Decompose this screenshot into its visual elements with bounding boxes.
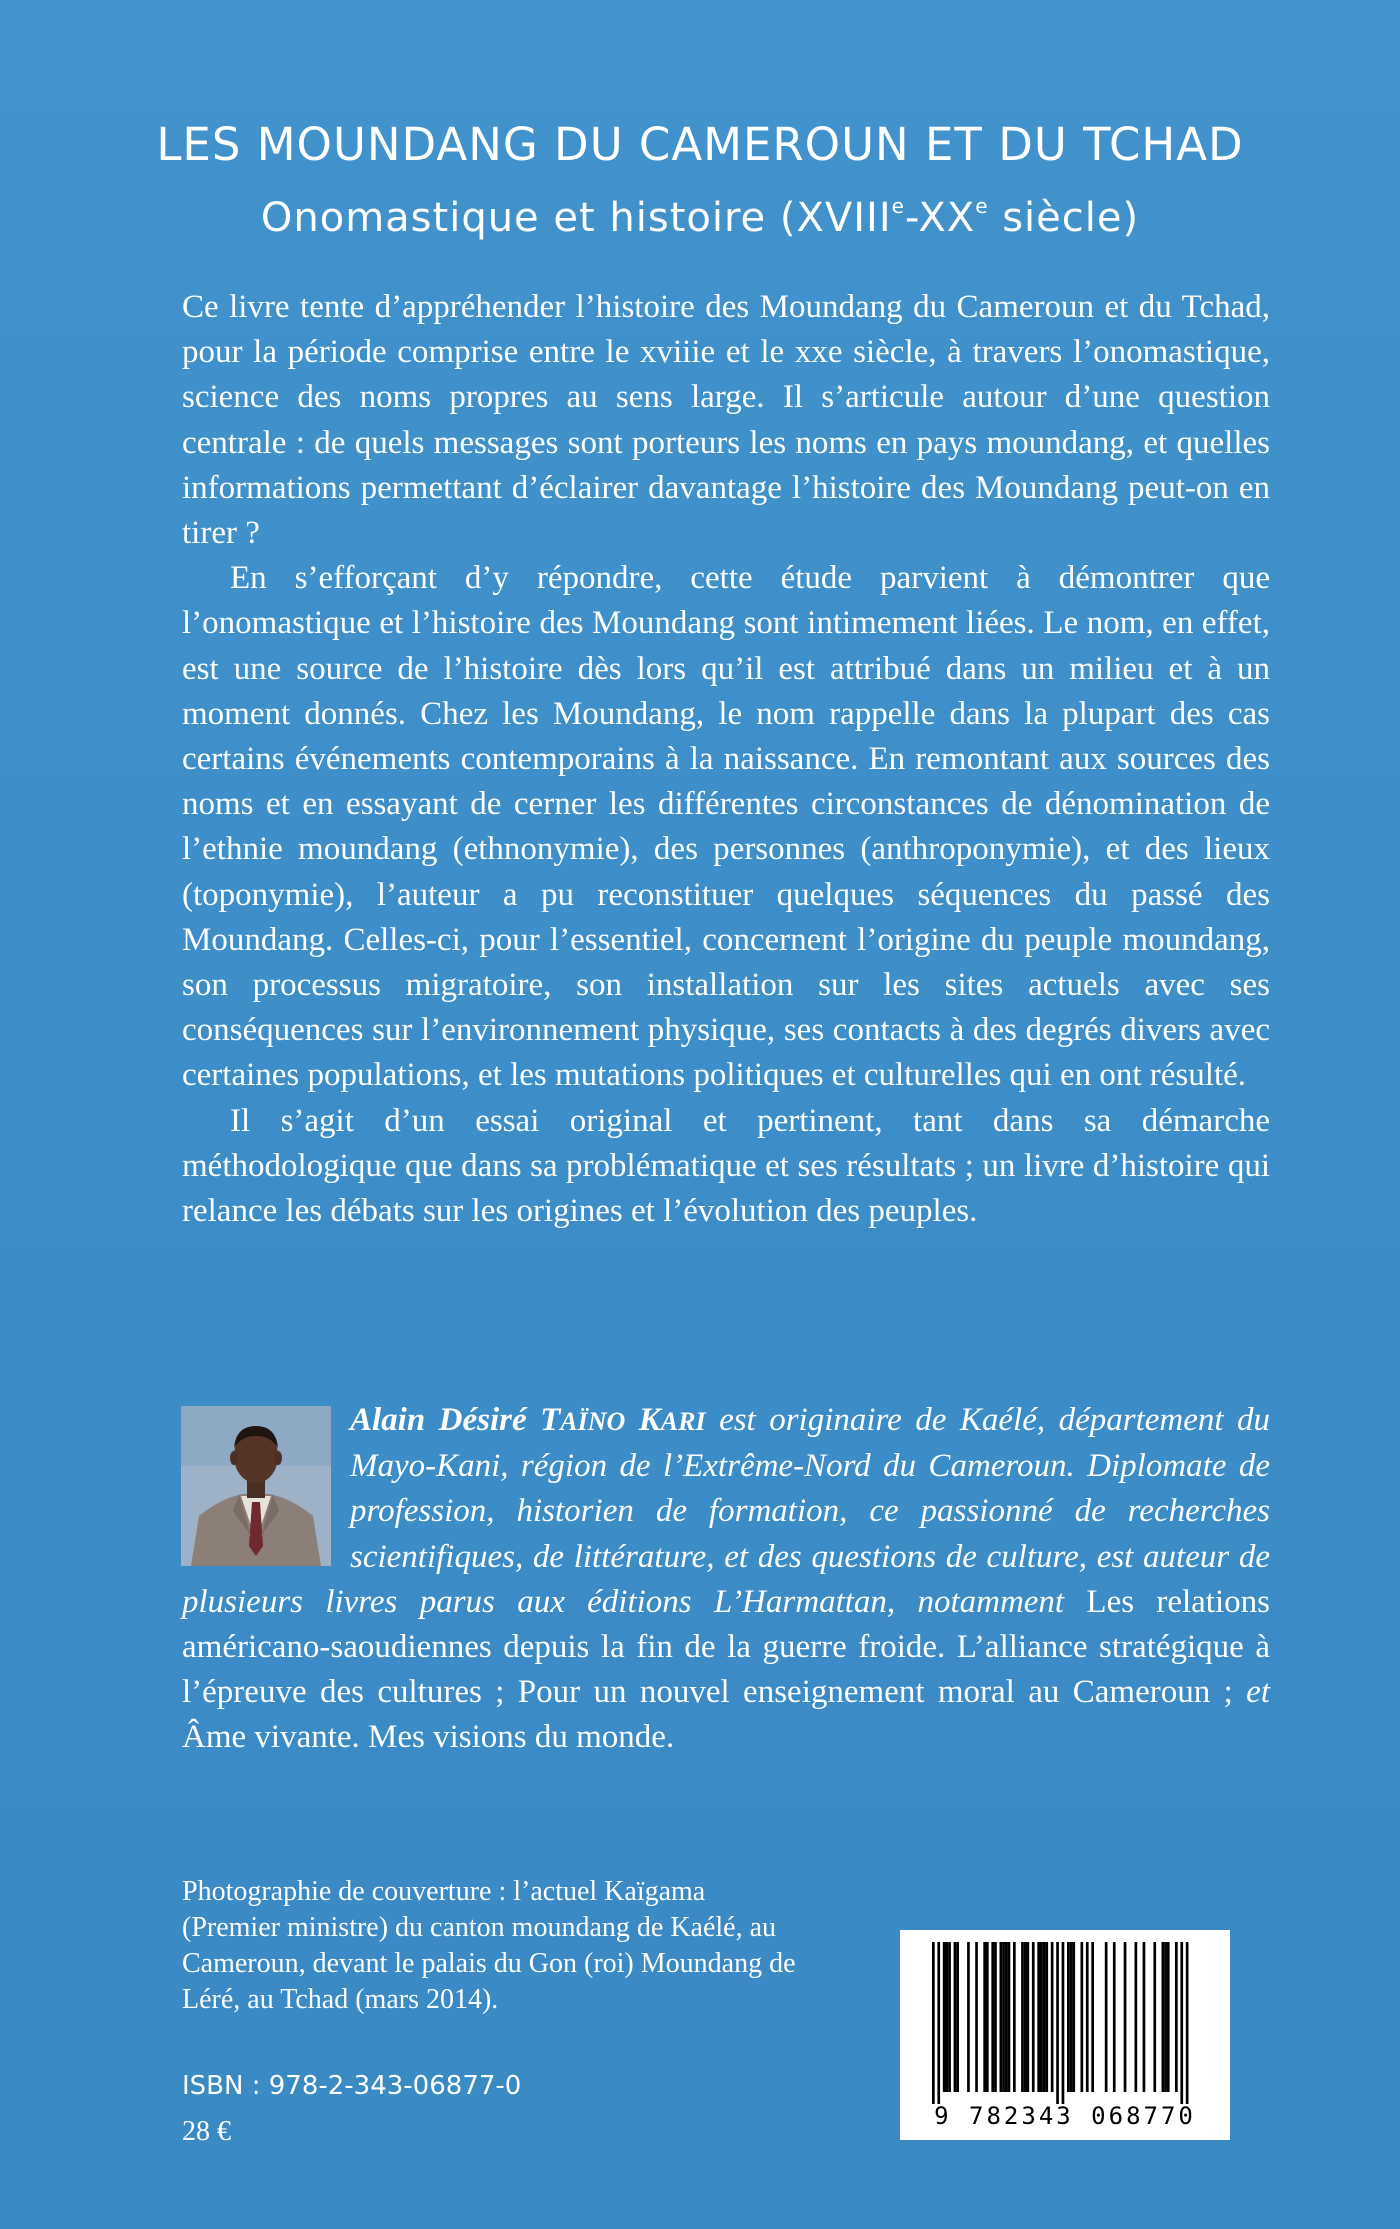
- barcode-bar: [1162, 1942, 1165, 2092]
- cover-photo-caption: Photographie de couverture : l’actuel Kaïgama (Premier ministre) du canton moundang de Kaélé, au Cameroun, devant le palais du Gon (roi) Moundang de Léré, au Tchad (mars 2014).: [182, 1876, 796, 2015]
- barcode-bar: [946, 1942, 949, 2092]
- author-book-titles: Les relations américano-saoudiennes depuis la fin de la guerre froide. L’alliance stratégique à l’épreuve des cultures ; Pour un nouvel enseignement moral au Cameroun ;: [182, 1583, 1270, 1711]
- isbn: ISBN : 978-2-343-06877-0: [182, 2071, 522, 2101]
- price: 28 €: [182, 2116, 231, 2147]
- barcode-bar: [1040, 1942, 1043, 2092]
- subtitle-part-1: Onomastique et histoire (XVIII: [260, 195, 892, 241]
- barcode-bar: [994, 1942, 997, 2092]
- barcode-bar: [1045, 1942, 1048, 2092]
- barcode-bar: [1037, 1942, 1040, 2092]
- barcode-bar: [1180, 1942, 1183, 2104]
- barcode-bar: [1167, 1942, 1170, 2092]
- barcode-bar: [943, 1942, 946, 2092]
- barcode-bar: [1005, 1942, 1008, 2092]
- barcode-bar: [1032, 1942, 1035, 2092]
- book-title: LES MOUNDANG DU CAMEROUN ET DU TCHAD: [156, 118, 1244, 171]
- barcode-bar: [948, 1942, 951, 2092]
- barcode-bar: [1072, 1942, 1075, 2092]
- barcode-bar: [1021, 1942, 1024, 2092]
- barcode-bars: [900, 1930, 1230, 2105]
- barcode-bar: [1124, 1942, 1127, 2092]
- author-name-first: Alain Désiré T: [350, 1402, 561, 1438]
- author-name-smallcaps-1: AÏNO: [560, 1407, 626, 1436]
- barcode-bar: [1105, 1942, 1108, 2092]
- barcode-bar: [1091, 1942, 1094, 2092]
- barcode-bar: [1175, 1942, 1178, 2092]
- barcode-bar: [1056, 1942, 1059, 2104]
- barcode-bar: [1143, 1942, 1146, 2092]
- summary-paragraph-1: Ce livre tente d’appréhender l’histoire des Moundang du Cameroun et du Tchad, pour la période comprise entre le xviiie et le xxe siècle, à travers l’onomastique, science des noms propres au sens large. Il s’articule autour d’une question centrale : de quels messages sont porteurs les noms en pays moundang, et quelles informations permettant d’éclairer davantage l’histoire des Moundang peut-on en tirer ?: [182, 289, 1270, 552]
- barcode-bar: [1027, 1942, 1030, 2092]
- barcode-bar: [1002, 1942, 1005, 2092]
- barcode-digits: 9 782343 068770: [934, 2102, 1196, 2130]
- author-name-smallcaps-2: ARI: [660, 1407, 706, 1436]
- subtitle-part-3: siècle): [988, 195, 1140, 241]
- author-name: [350, 1402, 706, 1438]
- author-bio: [182, 1398, 1270, 1761]
- barcode: [900, 1930, 1230, 2140]
- author-bio-et: et: [1246, 1674, 1270, 1711]
- barcode-bar: [975, 1942, 978, 2092]
- barcode-bar: [1153, 1942, 1156, 2092]
- summary-paragraph-3: Il s’agit d’un essai original et pertinent, tant dans sa démarche méthodologique que dans sa problématique et ses résultats ; un livre d’histoire qui relance les débats sur les origines et l’évolution des peuples.: [182, 1102, 1270, 1230]
- barcode-bar: [1086, 1942, 1089, 2092]
- barcode-bar: [1051, 1942, 1054, 2092]
- barcode-bar: [1000, 1942, 1003, 2092]
- barcode-bar: [932, 1942, 935, 2104]
- subtitle-sup-2: e: [975, 194, 989, 218]
- barcode-bar: [1043, 1942, 1046, 2092]
- barcode-bar: [1062, 1942, 1065, 2104]
- subtitle-sup-1: e: [891, 194, 905, 218]
- summary-paragraph-2: En s’efforçant d’y répondre, cette étude parvient à démontrer que l’onomastique et l’histoire des Moundang sont intimement liées. Le nom, en effet, est une source de l’histoire dès lors qu’il est attribué dans un milieu et à un moment donnés. Chez les Moundang, le nom rappelle dans la plupart des cas certains événements contemporains à la naissance. En remontant aux sources des noms et en essayant de cerner les différentes circonstances de dénomination de l’ethnie moundang (ethnonymie), des personnes (anthroponymie), et des lieux (toponymie), l’auteur a pu reconstituer quelques séquences du passé des Moundang. Celles-ci, pour l’essentiel, concernent l’origine du peuple moundang, son processus migratoire, son installation sur les sites actuels avec ses conséquences sur l’environnement physique, ses contacts à des degrés divers avec certaines populations, et les mutations politiques et culturelles qui en ont résulté.: [182, 560, 1270, 1094]
- barcode-bar: [991, 1942, 994, 2092]
- barcode-bar: [1081, 1942, 1084, 2092]
- photo-spacer: [182, 1398, 350, 1578]
- barcode-bar: [1113, 1942, 1116, 2092]
- author-name-k: K: [625, 1402, 661, 1438]
- barcode-bar: [1013, 1942, 1016, 2092]
- subtitle-part-2: -XX: [904, 195, 976, 241]
- author-bio-text: est originaire de Kaélé, département du Mayo-Kani, région de l’Extrême-Nord du Cameroun. Diplomate de profession, historien de formation, ce passionné de recherches scientifiques, de littérature, et des questions de culture, est auteur de plusieurs livres parus aux éditions L’Harmattan, notamment: [182, 1402, 1270, 1620]
- barcode-bar: [986, 1942, 989, 2092]
- barcode-bar: [956, 1942, 959, 2092]
- summary-text: [182, 285, 1270, 1234]
- barcode-bar: [1024, 1942, 1027, 2092]
- book-subtitle: [0, 194, 1400, 241]
- barcode-bar: [937, 1942, 940, 2104]
- barcode-bar: [967, 1942, 970, 2092]
- barcode-bar: [1067, 1942, 1070, 2092]
- barcode-bar: [1008, 1942, 1011, 2092]
- barcode-bar: [954, 1942, 957, 2092]
- barcode-bar: [1070, 1942, 1073, 2092]
- barcode-bar: [983, 1942, 986, 2092]
- barcode-bar: [1135, 1942, 1138, 2092]
- barcode-bar: [1186, 1942, 1189, 2104]
- author-last-book-title: Âme vivante. Mes visions du monde.: [182, 1719, 675, 1756]
- barcode-bar: [1164, 1942, 1167, 2092]
